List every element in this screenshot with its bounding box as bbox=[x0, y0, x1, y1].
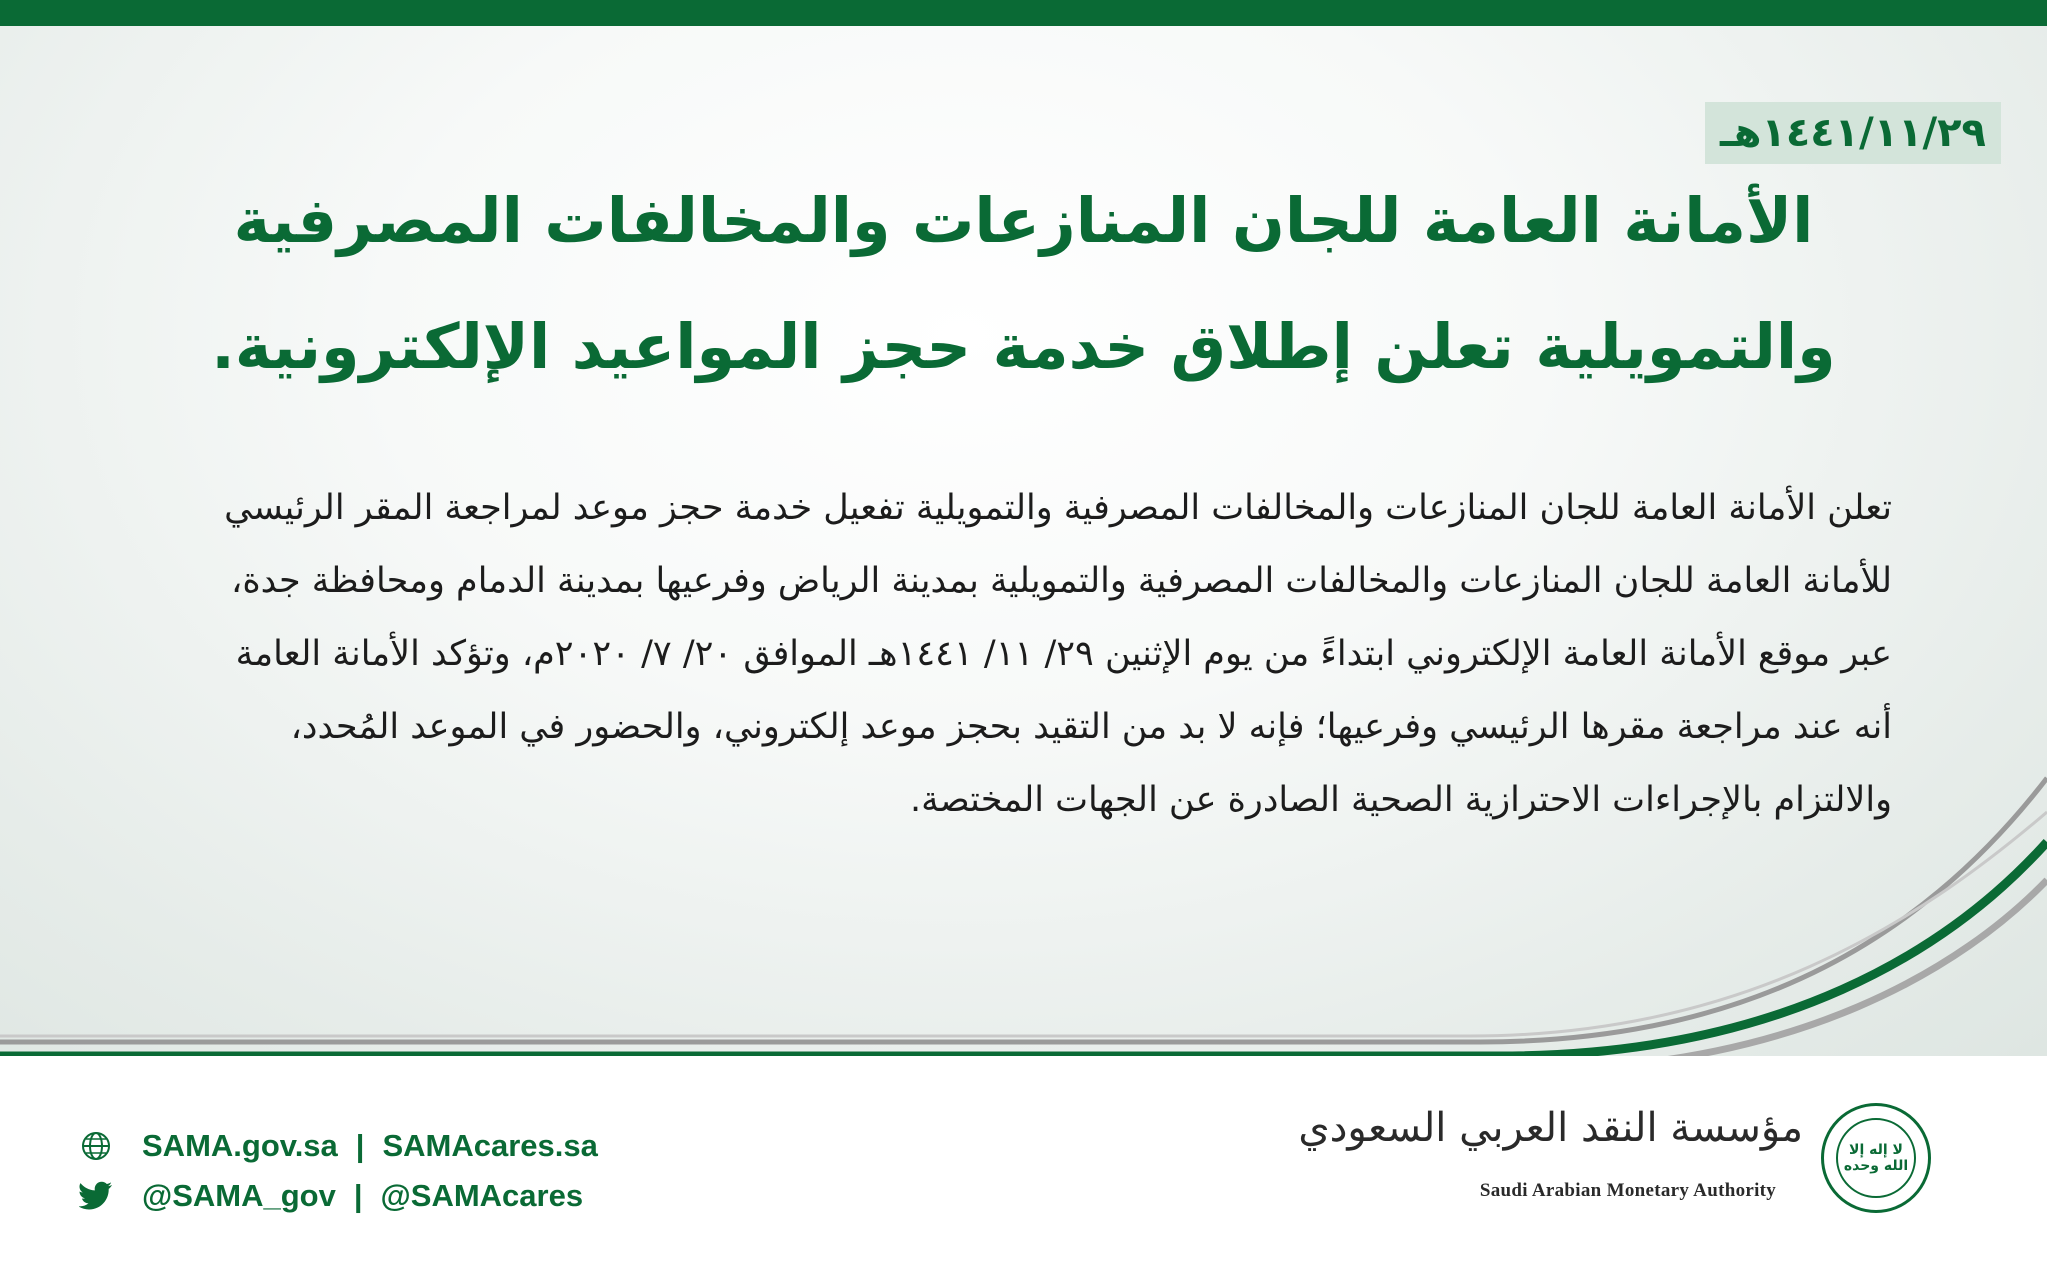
twitter-links bbox=[78, 1178, 583, 1214]
website-link-primary[interactable]: SAMA.gov.sa bbox=[142, 1128, 338, 1163]
seal-emblem-icon bbox=[1821, 1103, 1931, 1213]
headline-line-2: والتمويلية تعلن إطلاق خدمة حجز المواعيد الإلكترونية. bbox=[211, 310, 1836, 383]
date-badge: ١٤٤١/١١/٢٩هـ bbox=[1705, 102, 2001, 164]
body-line: أنه عند مراجعة مقرها الرئيسي وفرعيها؛ فإنه لا بد من التقيد بحجز موعد إلكتروني، والحضور في الموعد المُحدد، bbox=[290, 707, 1892, 747]
separator: | bbox=[353, 1178, 363, 1213]
body-line: والالتزام بالإجراءات الاحترازية الصحية الصادرة عن الجهات المختصة. bbox=[909, 780, 1892, 820]
website-links bbox=[78, 1128, 598, 1164]
twitter-bird-icon bbox=[78, 1178, 114, 1214]
seal-text: لا إله إلا الله وحده bbox=[1836, 1118, 1916, 1198]
website-link-secondary[interactable]: SAMAcares.sa bbox=[382, 1128, 598, 1163]
body-line: للأمانة العامة للجان المنازعات والمخالفات المصرفية والتمويلية بمدينة الرياض وفرعيها بمدينة الدمام ومحافظة جدة، bbox=[231, 561, 1892, 601]
body-line: عبر موقع الأمانة العامة الإلكتروني ابتداءً من يوم الإثنين ٢٩/ ١١/ ١٤٤١هـ الموافق ٢٠/ ٧/ ٢٠٢٠م، وتؤكد الأمانة العامة bbox=[235, 634, 1892, 674]
logo-name-arabic: مؤسسة النقد العربي السعودي bbox=[1298, 1105, 1803, 1151]
globe-icon bbox=[78, 1128, 114, 1164]
twitter-handle-secondary[interactable]: @SAMAcares bbox=[380, 1178, 584, 1213]
twitter-handle-primary[interactable]: @SAMA_gov bbox=[142, 1178, 336, 1213]
logo-name-english: Saudi Arabian Monetary Authority bbox=[1479, 1180, 1777, 1201]
body-line: تعلن الأمانة العامة للجان المنازعات والمخالفات المصرفية والتمويلية تفعيل خدمة حجز موعد لمراجعة المقر الرئيسي bbox=[224, 488, 1892, 528]
sama-logo bbox=[1298, 1103, 1933, 1221]
headline-line-1: الأمانة العامة للجان المنازعات والمخالفات المصرفية bbox=[233, 184, 1814, 257]
separator: | bbox=[355, 1128, 365, 1163]
